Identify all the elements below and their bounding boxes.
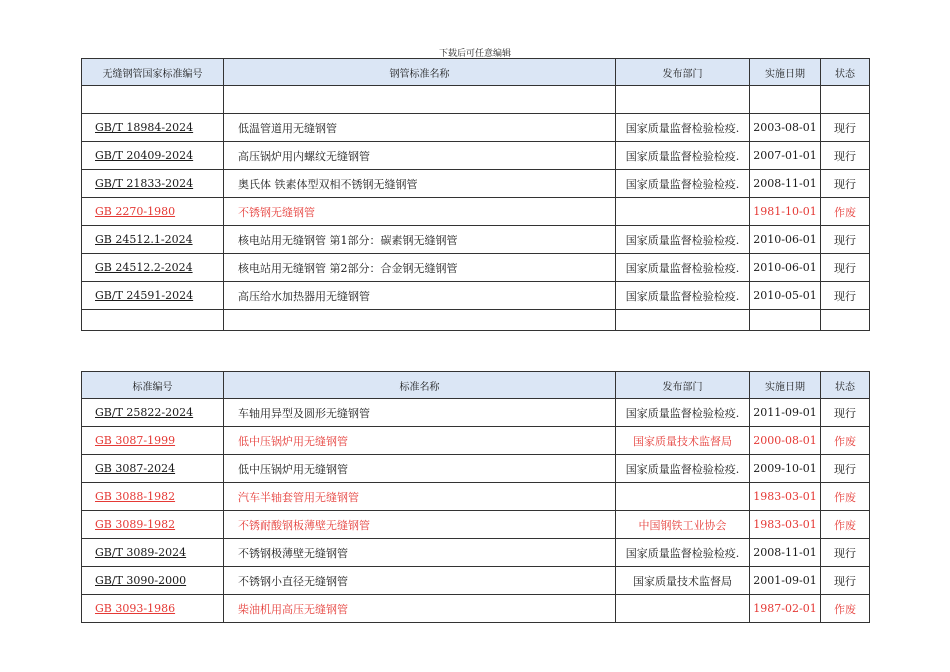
page-caption: 下载后可任意编辑 bbox=[438, 49, 511, 59]
header-name: 标准名称 bbox=[224, 372, 616, 399]
status-cell: 作废 bbox=[821, 198, 870, 226]
effective-date-cell: 2008-11-01 bbox=[750, 539, 821, 567]
department-cell: 中国钢铁工业协会 bbox=[616, 511, 750, 539]
table-row bbox=[82, 142, 870, 170]
table-row bbox=[82, 427, 870, 455]
header-date: 实施日期 bbox=[750, 59, 821, 86]
table-row bbox=[82, 254, 870, 282]
standard-code-cell bbox=[82, 142, 224, 170]
standard-name-cell: 柴油机用高压无缝钢管 bbox=[224, 595, 616, 623]
standard-code-link[interactable]: GB 3087-2024 bbox=[95, 462, 176, 475]
department-cell bbox=[616, 595, 750, 623]
standard-name-cell: 不锈钢小直径无缝钢管 bbox=[224, 567, 616, 595]
header-dept: 发布部门 bbox=[616, 59, 750, 86]
effective-date-cell: 1987-02-01 bbox=[750, 595, 821, 623]
table-row bbox=[82, 483, 870, 511]
standard-code-cell bbox=[82, 399, 224, 427]
status-cell: 现行 bbox=[821, 539, 870, 567]
standard-name-cell: 不锈钢无缝钢管 bbox=[224, 198, 616, 226]
header-status: 状态 bbox=[821, 372, 870, 399]
status-cell: 现行 bbox=[821, 142, 870, 170]
header-dept: 发布部门 bbox=[616, 372, 750, 399]
table-header-row bbox=[82, 59, 870, 86]
effective-date-cell: 2009-10-01 bbox=[750, 455, 821, 483]
standard-code-link[interactable]: GB/T 3090-2000 bbox=[95, 574, 187, 587]
table-row bbox=[82, 399, 870, 427]
department-cell: 国家质量监督检验检疫. bbox=[616, 142, 750, 170]
standard-name-cell: 车轴用异型及圆形无缝钢管 bbox=[224, 399, 616, 427]
department-cell bbox=[616, 310, 750, 331]
department-cell: 国家质量监督检验检疫. bbox=[616, 282, 750, 310]
standard-code-cell bbox=[82, 282, 224, 310]
status-cell: 作废 bbox=[821, 511, 870, 539]
status-cell: 现行 bbox=[821, 254, 870, 282]
department-cell: 国家质量监督检验检疫. bbox=[616, 254, 750, 282]
department-cell bbox=[616, 198, 750, 226]
standard-code-link[interactable]: GB/T 20409-2024 bbox=[95, 149, 194, 162]
standard-code-link[interactable]: GB 2270-1980 bbox=[95, 205, 176, 218]
standard-name-cell: 高压给水加热器用无缝钢管 bbox=[224, 282, 616, 310]
standard-code-link[interactable]: GB/T 25822-2024 bbox=[95, 406, 194, 419]
standard-name-cell: 核电站用无缝钢管 第2部分：合金钢无缝钢管 bbox=[224, 254, 616, 282]
standard-name-cell bbox=[224, 310, 616, 331]
effective-date-cell: 2011-09-01 bbox=[750, 399, 821, 427]
status-cell: 现行 bbox=[821, 226, 870, 254]
department-cell: 国家质量监督检验检疫. bbox=[616, 539, 750, 567]
table-row bbox=[82, 86, 870, 114]
status-cell: 作废 bbox=[821, 595, 870, 623]
effective-date-cell: 1981-10-01 bbox=[750, 198, 821, 226]
standard-code-link[interactable]: GB 3088-1982 bbox=[95, 490, 176, 503]
standard-code-link[interactable]: GB 24512.2-2024 bbox=[95, 261, 193, 274]
standard-code-link[interactable]: GB 3089-1982 bbox=[95, 518, 176, 531]
standard-code-link[interactable]: GB 3093-1986 bbox=[95, 602, 176, 615]
standard-code-cell bbox=[82, 595, 224, 623]
standard-name-cell: 高压锅炉用内螺纹无缝钢管 bbox=[224, 142, 616, 170]
standard-code-cell bbox=[82, 198, 224, 226]
effective-date-cell: 2001-09-01 bbox=[750, 567, 821, 595]
table-row bbox=[82, 567, 870, 595]
table-row bbox=[82, 595, 870, 623]
standards-table-1 bbox=[81, 58, 870, 331]
effective-date-cell: 2010-06-01 bbox=[750, 254, 821, 282]
table-row bbox=[82, 170, 870, 198]
standard-name-cell: 低温管道用无缝钢管 bbox=[224, 114, 616, 142]
table-row bbox=[82, 198, 870, 226]
status-cell: 现行 bbox=[821, 399, 870, 427]
standard-name-cell: 奥氏体 铁素体型双相不锈钢无缝钢管 bbox=[224, 170, 616, 198]
header-name: 钢管标准名称 bbox=[224, 59, 616, 86]
header-code: 无缝钢管国家标准编号 bbox=[82, 59, 224, 86]
standard-name-cell: 汽车半轴套管用无缝钢管 bbox=[224, 483, 616, 511]
standard-name-cell: 核电站用无缝钢管 第1部分：碳素钢无缝钢管 bbox=[224, 226, 616, 254]
department-cell bbox=[616, 86, 750, 114]
standard-code-link[interactable]: GB 3087-1999 bbox=[95, 434, 176, 447]
standard-code-cell bbox=[82, 170, 224, 198]
standard-code-link[interactable]: GB/T 24591-2024 bbox=[95, 289, 194, 302]
status-cell bbox=[821, 86, 870, 114]
department-cell: 国家质量监督检验检疫. bbox=[616, 399, 750, 427]
standard-code-cell bbox=[82, 455, 224, 483]
effective-date-cell: 2010-06-01 bbox=[750, 226, 821, 254]
table-body bbox=[82, 86, 870, 331]
department-cell: 国家质量技术监督局 bbox=[616, 567, 750, 595]
table-row bbox=[82, 455, 870, 483]
status-cell: 现行 bbox=[821, 282, 870, 310]
status-cell: 作废 bbox=[821, 483, 870, 511]
effective-date-cell: 1983-03-01 bbox=[750, 483, 821, 511]
department-cell: 国家质量监督检验检疫. bbox=[616, 114, 750, 142]
department-cell: 国家质量技术监督局 bbox=[616, 427, 750, 455]
standard-code-cell bbox=[82, 427, 224, 455]
standards-table-2 bbox=[81, 371, 870, 623]
header-code: 标准编号 bbox=[82, 372, 224, 399]
status-cell: 现行 bbox=[821, 455, 870, 483]
effective-date-cell: 1983-03-01 bbox=[750, 511, 821, 539]
effective-date-cell bbox=[750, 86, 821, 114]
standard-code-cell bbox=[82, 511, 224, 539]
standard-code-cell bbox=[82, 226, 224, 254]
department-cell: 国家质量监督检验检疫. bbox=[616, 170, 750, 198]
status-cell: 现行 bbox=[821, 170, 870, 198]
standard-name-cell: 不锈钢极薄壁无缝钢管 bbox=[224, 539, 616, 567]
header-date: 实施日期 bbox=[750, 372, 821, 399]
status-cell: 作废 bbox=[821, 427, 870, 455]
standard-code-cell bbox=[82, 483, 224, 511]
standard-code-link[interactable]: GB/T 3089-2024 bbox=[95, 546, 187, 559]
standard-code-cell bbox=[82, 86, 224, 114]
table-row bbox=[82, 539, 870, 567]
standard-code-link[interactable]: GB/T 21833-2024 bbox=[95, 177, 194, 190]
table-row bbox=[82, 511, 870, 539]
standard-name-cell: 低中压锅炉用无缝钢管 bbox=[224, 427, 616, 455]
standard-code-link[interactable]: GB/T 18984-2024 bbox=[95, 121, 194, 134]
standard-code-cell bbox=[82, 567, 224, 595]
standard-name-cell: 低中压锅炉用无缝钢管 bbox=[224, 455, 616, 483]
standard-code-cell bbox=[82, 114, 224, 142]
standard-code-cell bbox=[82, 539, 224, 567]
effective-date-cell: 2010-05-01 bbox=[750, 282, 821, 310]
table-header-row bbox=[82, 372, 870, 399]
standard-code-cell bbox=[82, 310, 224, 331]
effective-date-cell bbox=[750, 310, 821, 331]
department-cell: 国家质量监督检验检疫. bbox=[616, 226, 750, 254]
header-status: 状态 bbox=[821, 59, 870, 86]
department-cell bbox=[616, 483, 750, 511]
standard-code-link[interactable]: GB 24512.1-2024 bbox=[95, 233, 193, 246]
effective-date-cell: 2000-08-01 bbox=[750, 427, 821, 455]
table-row bbox=[82, 226, 870, 254]
table-row bbox=[82, 310, 870, 331]
status-cell bbox=[821, 310, 870, 331]
effective-date-cell: 2003-08-01 bbox=[750, 114, 821, 142]
standard-name-cell bbox=[224, 86, 616, 114]
table-row bbox=[82, 282, 870, 310]
table-row bbox=[82, 114, 870, 142]
effective-date-cell: 2008-11-01 bbox=[750, 170, 821, 198]
table-body bbox=[82, 399, 870, 623]
standard-name-cell: 不锈耐酸钢板薄壁无缝钢管 bbox=[224, 511, 616, 539]
status-cell: 现行 bbox=[821, 114, 870, 142]
standard-code-cell bbox=[82, 254, 224, 282]
effective-date-cell: 2007-01-01 bbox=[750, 142, 821, 170]
status-cell: 现行 bbox=[821, 567, 870, 595]
department-cell: 国家质量监督检验检疫. bbox=[616, 455, 750, 483]
